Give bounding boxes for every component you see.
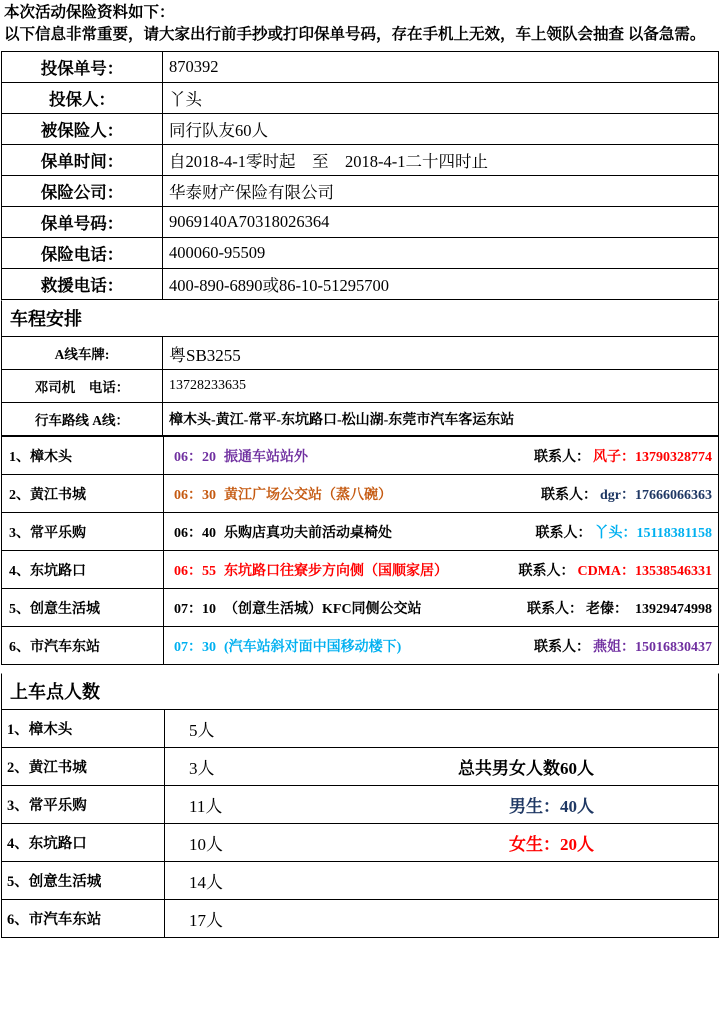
count-value-3: 11人 [189,797,223,816]
stop-contact-label-6: 联系人： [534,639,590,655]
stop-contact-label-1: 联系人： [534,449,590,465]
table-row [2,114,719,145]
stop-contact-value-1: 风子：13790328774 [593,449,712,465]
table-row [2,748,719,786]
insurance-label-company: 保险公司： [2,176,163,207]
table-row [2,824,719,862]
table-row [2,475,719,513]
insurance-value-hotline: 400060-95509 [163,238,719,269]
route-value-driver-phone: 13728233635 [163,370,719,403]
table-row [2,786,719,824]
route-value-line-a: 樟木头-黄江-常平-东坑路口-松山湖-东莞市汽车客运东站 [163,403,719,436]
route-label-line-a: 行车路线 A线： [2,403,163,436]
stop-name-5: 5、创意生活城 [2,589,164,627]
stop-name-4: 4、东坑路口 [2,551,164,589]
section-spacer [1,665,719,673]
stop-detail-4 [164,551,719,589]
section-title-route: 车程安排 [1,300,719,336]
stop-contact-label-5: 联系人： [527,601,583,617]
table-row [2,551,719,589]
stop-detail-3 [164,513,719,551]
stop-name-1: 1、樟木头 [2,437,164,475]
count-stop-name-5: 5、创意生活城 [2,862,165,900]
count-stop-name-6: 6、市汽车东站 [2,900,165,938]
count-note-female: 女生：20人 [509,835,594,854]
stop-place-6: (汽车站斜对面中国移动楼下) [224,639,402,655]
route-value-plate: 粤SB3255 [163,337,719,370]
intro-block [0,0,720,48]
stop-name-6: 6、市汽车东站 [2,627,164,665]
insurance-value-holder: 丫头 [163,83,719,114]
route-label-driver-phone: 邓司机 电话： [2,370,163,403]
stop-time-4: 06：55 [174,563,216,579]
stop-place-5: （创意生活城）KFC同侧公交站 [224,601,422,617]
count-value-4: 10人 [189,835,223,854]
insurance-table-body [2,52,719,300]
stop-contact-label-4: 联系人： [518,563,575,579]
insurance-value-rescue: 400-890-6890或86-10-51295700 [163,269,719,300]
table-row [2,513,719,551]
stop-detail-2 [164,475,719,513]
insurance-label-period: 保单时间： [2,145,163,176]
table-row [2,370,719,403]
insurance-value-policy-code: 9069140A70318026364 [163,207,719,238]
count-detail-4 [165,824,719,862]
insurance-info-table [1,51,719,300]
insurance-value-insured: 同行队友60人 [163,114,719,145]
table-row [2,710,719,748]
insurance-label-policy-code: 保单号码： [2,207,163,238]
count-value-5: 14人 [189,873,223,892]
stop-contact-value-3: 丫头：15118381158 [594,525,712,541]
route-info-table [1,336,719,436]
insurance-label-holder: 投保人： [2,83,163,114]
table-row [2,900,719,938]
stops-table-body [2,437,719,665]
stop-place-4: 东坑路口往寮步方向侧（国顺家居） [224,563,448,579]
count-note-total: 总共男女人数60人 [458,759,594,778]
stop-detail-5 [164,589,719,627]
table-row [2,83,719,114]
count-stop-name-2: 2、黄江书城 [2,748,165,786]
table-row [2,862,719,900]
stop-time-1: 06：20 [174,449,216,465]
section-title-counts: 上车点人数 [1,673,719,709]
count-stop-name-1: 1、樟木头 [2,710,165,748]
count-detail-2 [165,748,719,786]
stop-place-3: 乐购店真功夫前活动桌椅处 [224,525,392,541]
count-note-male: 男生：40人 [509,797,594,816]
stop-name-3: 3、常平乐购 [2,513,164,551]
table-row [2,627,719,665]
stop-detail-6 [164,627,719,665]
table-row [2,52,719,83]
stop-contact-value-2: dgr：17666066363 [600,487,712,503]
table-row [2,403,719,436]
table-row [2,207,719,238]
count-value-2: 3人 [189,759,215,778]
stop-time-3: 06：40 [174,525,216,541]
stop-contact-label-2: 联系人： [541,487,597,503]
count-value-1: 5人 [189,721,215,740]
table-row [2,238,719,269]
count-stop-name-3: 3、常平乐购 [2,786,165,824]
stop-contact-value-5: 老傣： 13929474998 [586,601,712,617]
table-row [2,145,719,176]
stop-contact-value-6: 燕姐：15016830437 [593,639,712,655]
insurance-label-rescue: 救援电话： [2,269,163,300]
insurance-label-policy-no: 投保单号： [2,52,163,83]
stop-name-2: 2、黄江书城 [2,475,164,513]
pickup-counts-table [1,709,719,938]
count-value-6: 17人 [189,911,223,930]
stop-time-5: 07：10 [174,601,216,617]
table-row [2,337,719,370]
insurance-value-policy-no: 870392 [163,52,719,83]
insurance-label-hotline: 保险电话： [2,238,163,269]
stop-place-1: 振通车站站外 [224,449,308,465]
stop-time-2: 06：30 [174,487,216,503]
intro-line-2: 以下信息非常重要，请大家出行前手抄或打印保单号码，存在手机上无效，车上领队会抽查 以备急需。 [4,26,706,43]
table-row [2,269,719,300]
count-detail-5 [165,862,719,900]
stop-detail-1 [164,437,719,475]
table-row [2,589,719,627]
count-stop-name-4: 4、东坑路口 [2,824,165,862]
table-row [2,437,719,475]
pickup-stops-table [1,436,719,665]
route-label-plate: A线车牌: [2,337,163,370]
stop-time-6: 07：30 [174,639,216,655]
table-row [2,176,719,207]
insurance-value-period: 自2018-4-1零时起 至 2018-4-1二十四时止 [163,145,719,176]
count-detail-3 [165,786,719,824]
insurance-value-company: 华泰财产保险有限公司 [163,176,719,207]
stop-place-2: 黄江广场公交站（蒸八碗） [224,487,392,503]
intro-line-1: 本次活动保险资料如下： [4,4,175,21]
counts-table-body [2,710,719,938]
count-detail-1 [165,710,719,748]
stop-contact-value-4: CDMA：13538546331 [577,563,712,579]
stop-contact-label-3: 联系人： [535,525,592,541]
insurance-label-insured: 被保险人： [2,114,163,145]
count-detail-6 [165,900,719,938]
route-table-body [2,337,719,436]
